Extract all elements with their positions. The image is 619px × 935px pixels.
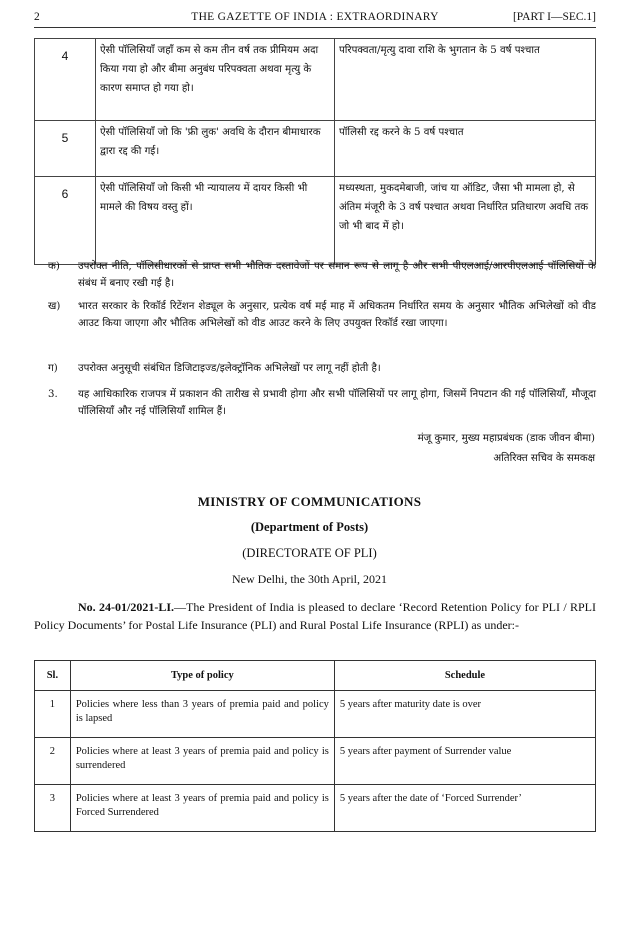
notification-number: No. 24-01/2021-LI.: [78, 600, 175, 614]
policy-type-cell: ऐसी पॉलिसियाँ जो कि 'फ्री लुक' अवधि के दौरान बीमाधारक द्वारा रद्द की गई।: [96, 121, 335, 177]
date-line: New Delhi, the 30th April, 2021: [232, 572, 387, 586]
schedule-cell: 5 years after payment of Surrender value: [334, 738, 595, 785]
note-label: 3.: [48, 389, 58, 400]
row-number: 6: [35, 177, 96, 265]
policy-type-cell: Policies where at least 3 years of premia paid and policy is surrendered: [70, 738, 334, 785]
note-label: क): [48, 261, 60, 272]
row-number: 3: [35, 785, 71, 832]
table-row: [35, 785, 596, 832]
note-label: ग): [48, 363, 58, 374]
english-schedule-table: [34, 660, 596, 832]
note-text: भारत सरकार के रिकॉर्ड रिटेंशन शेड्यूल के अनुसार, प्रत्येक वर्ष मई माह में अधिकतम निर्धारित समय के अनुसार भौतिक अभिलेखों को वीड आउट किया जाएगा और भौतिक अभिलेखों को वीड आउट करने के लिए उपयुक्त रिकॉर्ड रखा जाएगा।: [78, 301, 596, 329]
table-row: [35, 177, 596, 265]
note-kha: [34, 298, 596, 332]
note-text: उपरोक्त अनुसूची संबंधित डिजिटाइज्ड/इलेक्ट्रॉनिक अभिलेखों पर लागू नहीं होती है।: [78, 363, 381, 374]
table-header-row: [35, 661, 596, 691]
policy-type-cell: Policies where less than 3 years of premia paid and policy is lapsed: [70, 691, 334, 738]
page-number: 2: [34, 11, 40, 23]
column-header-type: Type of policy: [70, 661, 334, 691]
policy-type-cell: Policies where at least 3 years of premia paid and policy is Forced Surrendered: [70, 785, 334, 832]
clause-3: [34, 386, 596, 420]
policy-type-cell: ऐसी पॉलिसियाँ जो किसी भी न्यायालय में दायर किसी भी मामले की विषय वस्तु हों।: [96, 177, 335, 265]
signatory-designation: अतिरिक्त सचिव के समकक्ष: [493, 453, 595, 464]
policy-type-cell: ऐसी पॉलिसियाँ जहाँ कम से कम तीन वर्ष तक प्रीमियम अदा किया गया हो और बीमा अनुबंध परिपक्वता अथवा मृत्यु के कारण समाप्त हो गया हो।: [96, 39, 335, 121]
note-text: उपरोक्त नीति, पॉलिसीधारकों से प्राप्त सभी भौतिक दस्तावेजों पर समान रूप से लागू है और सभी पीएलआई/आरपीएलआई पॉलिसियों के संबंध में बनाए रखी गई है।: [78, 261, 596, 289]
table-row: [35, 121, 596, 177]
directorate-heading: (DIRECTORATE OF PLI): [242, 546, 377, 560]
department-heading: (Department of Posts): [250, 520, 369, 534]
row-number: 5: [35, 121, 96, 177]
notification-paragraph: [34, 599, 596, 634]
table-row: [35, 691, 596, 738]
ministry-heading: MINISTRY OF COMMUNICATIONS: [197, 494, 422, 509]
row-number: 1: [35, 691, 71, 738]
section-label: [PART I—SEC.1]: [512, 11, 596, 23]
note-ka: [34, 258, 596, 292]
note-ga: [34, 360, 596, 377]
gazette-header: [34, 9, 596, 28]
notification-text: —The President of India is pleased to declare ‘Record Retention Policy for PLI / RPLI Policy Documents’ for Postal Life Insurance (PLI) and Rural Postal Life Insurance (RPLI) as under:-: [34, 600, 596, 632]
table-row: [35, 39, 596, 121]
column-header-schedule: Schedule: [334, 661, 595, 691]
table-row: [35, 738, 596, 785]
signatory-name: मंजू कुमार, मुख्य महाप्रबंधक (डाक जीवन बीमा): [417, 433, 595, 444]
row-number: 2: [35, 738, 71, 785]
row-number: 4: [35, 39, 96, 121]
schedule-cell: परिपक्वता/मृत्यु दावा राशि के भुगतान के 5 वर्ष पश्चात: [335, 39, 596, 121]
gazette-title: THE GAZETTE OF INDIA : EXTRAORDINARY: [191, 11, 439, 23]
schedule-cell: पॉलिसी रद्द करने के 5 वर्ष पश्चात: [335, 121, 596, 177]
schedule-cell: 5 years after the date of ‘Forced Surrender’: [334, 785, 595, 832]
hindi-schedule-table: [34, 38, 596, 265]
schedule-cell: मध्यस्थता, मुकदमेबाजी, जांच या ऑडिट, जैसा भी मामला हो, से अंतिम मंजूरी के 3 वर्ष पश्चात अथवा निर्धारित प्रतिधारण अवधि तक जो भी बाद में हो।: [335, 177, 596, 265]
note-text: यह आधिकारिक राजपत्र में प्रकाशन की तारीख से प्रभावी होगा और सभी पॉलिसियों पर लागू होगा, जिसमें निपटान की गई पॉलिसियाँ, मौजूदा पॉलिसियाँ और नई पॉलिसियाँ शामिल हैं।: [78, 389, 596, 417]
schedule-cell: 5 years after maturity date is over: [334, 691, 595, 738]
note-label: ख): [48, 301, 61, 312]
column-header-sl: Sl.: [35, 661, 71, 691]
